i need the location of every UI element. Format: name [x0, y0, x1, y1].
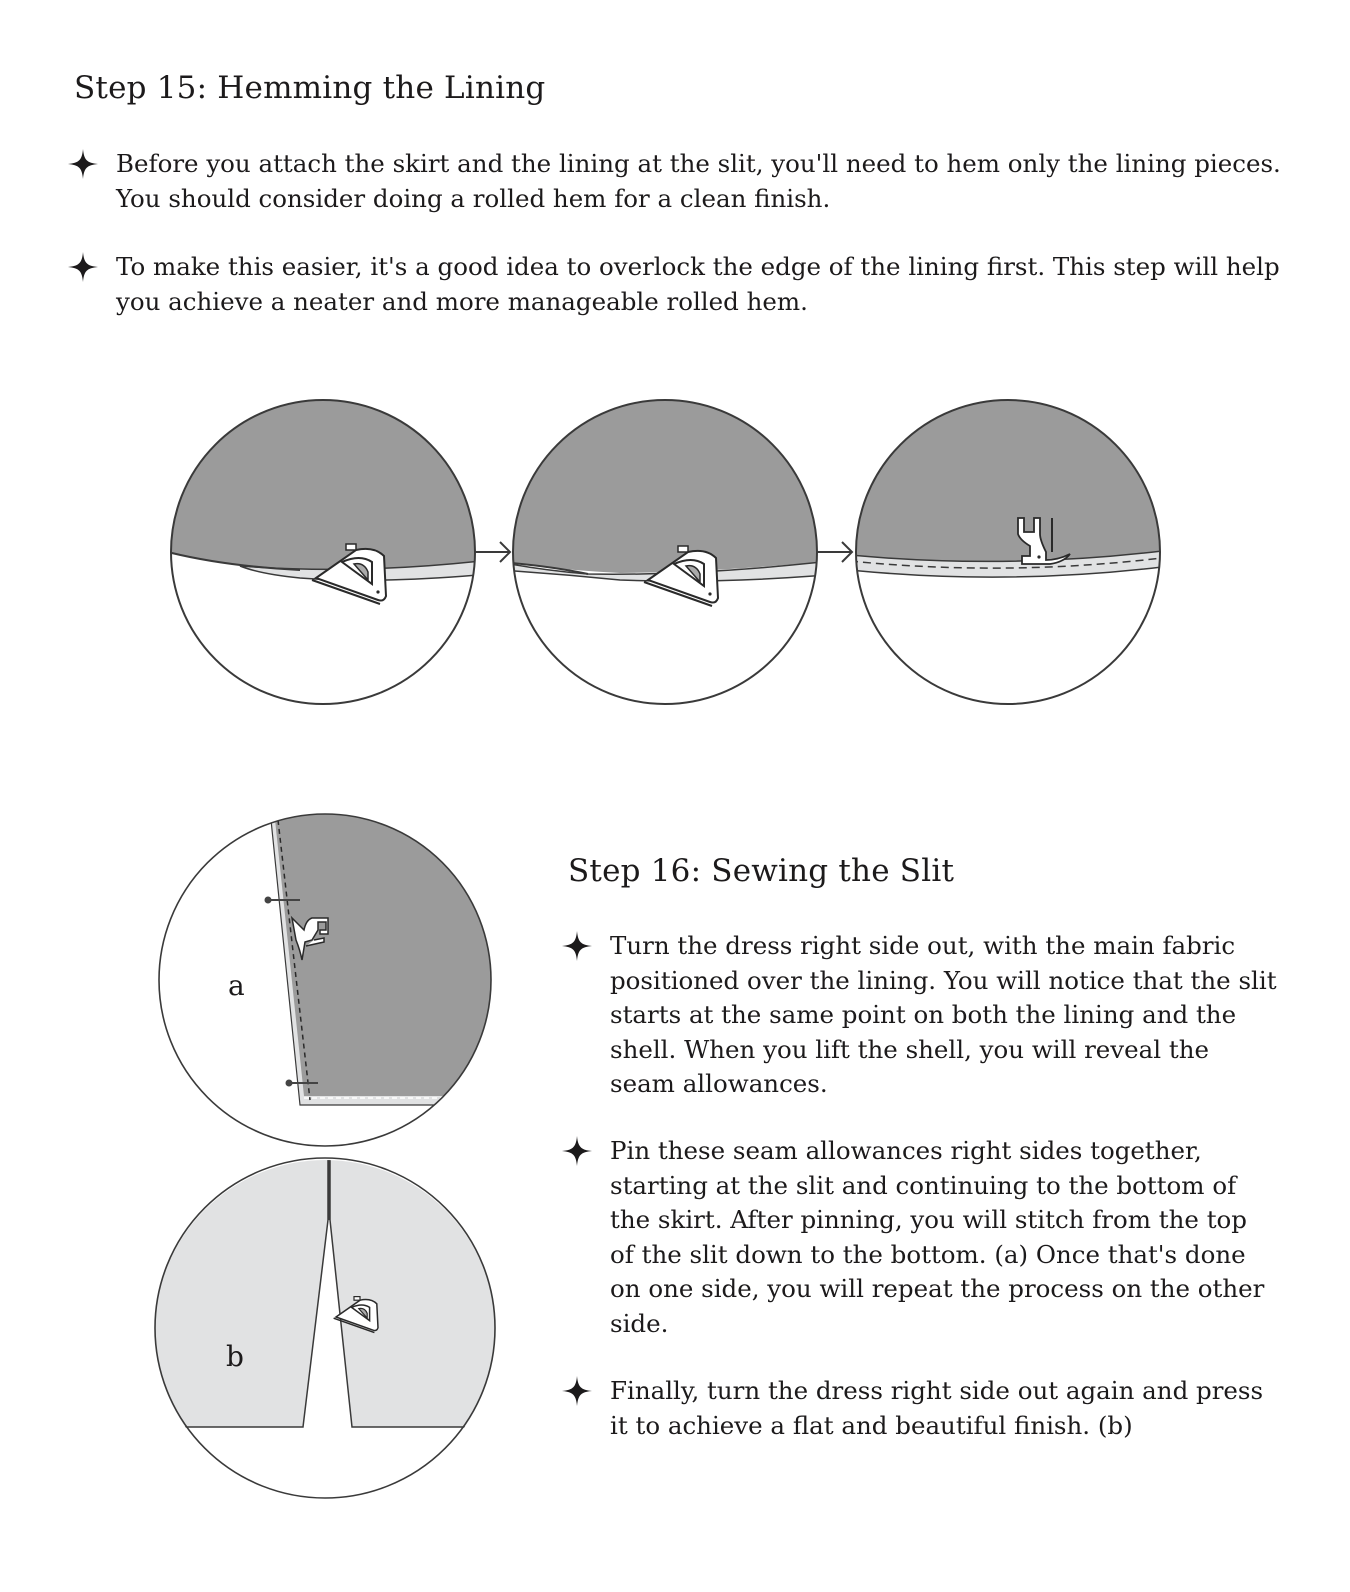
bullet-text: Turn the dress right side out, with the main fabric positioned over the lining. You will notice that the slit starts at the same point on both the lining and the shell. When you lift the shell, you will reveal the seam allowances.: [610, 931, 1277, 1098]
step15-heading: Step 15: Hemming the Lining: [74, 70, 546, 106]
figure-b-press-slit: [150, 1150, 510, 1520]
fold-and-press-1: [160, 390, 490, 720]
figure-label-b: b: [226, 1340, 244, 1373]
stitch-hem: [850, 390, 1180, 720]
star-bullet-icon: [562, 1136, 592, 1166]
arrow-icon: [475, 542, 510, 562]
bullet-text: Finally, turn the dress right side out again and press it to achieve a flat and beautiful finish. (b): [610, 1376, 1264, 1440]
step16-bullet-3: [610, 1374, 1263, 1443]
bullet-text: Before you attach the skirt and the lining at the slit, you'll need to hem only the lining pieces. You should consider doing a rolled hem for a clean finish.: [116, 149, 1281, 213]
star-bullet-icon: [562, 1376, 592, 1406]
step16-bullet-2: [610, 1134, 1264, 1341]
step16-heading: Step 16: Sewing the Slit: [568, 853, 955, 889]
hem-illustration-row: [0, 0, 1350, 760]
figure-label-a: a: [228, 969, 245, 1002]
fold-and-press-2: [500, 390, 840, 720]
figure-a-stitch-slit: [150, 800, 510, 1160]
bullet-text: Pin these seam allowances right sides together, starting at the slit and continuing to the bottom of the skirt. After pinning, you will stitch from the top of the slit down to the bottom. (a) Once that's done on one side, you will repeat the process on the other side.: [610, 1136, 1265, 1338]
bullet-text: To make this easier, it's a good idea to overlock the edge of the lining first. This step will help you achieve a neater and more manageable rolled hem.: [116, 252, 1280, 316]
star-bullet-icon: [562, 931, 592, 961]
slit-illustrations: [0, 800, 560, 1520]
step16-bullet-1: [610, 929, 1277, 1102]
arrow-icon: [817, 542, 852, 562]
